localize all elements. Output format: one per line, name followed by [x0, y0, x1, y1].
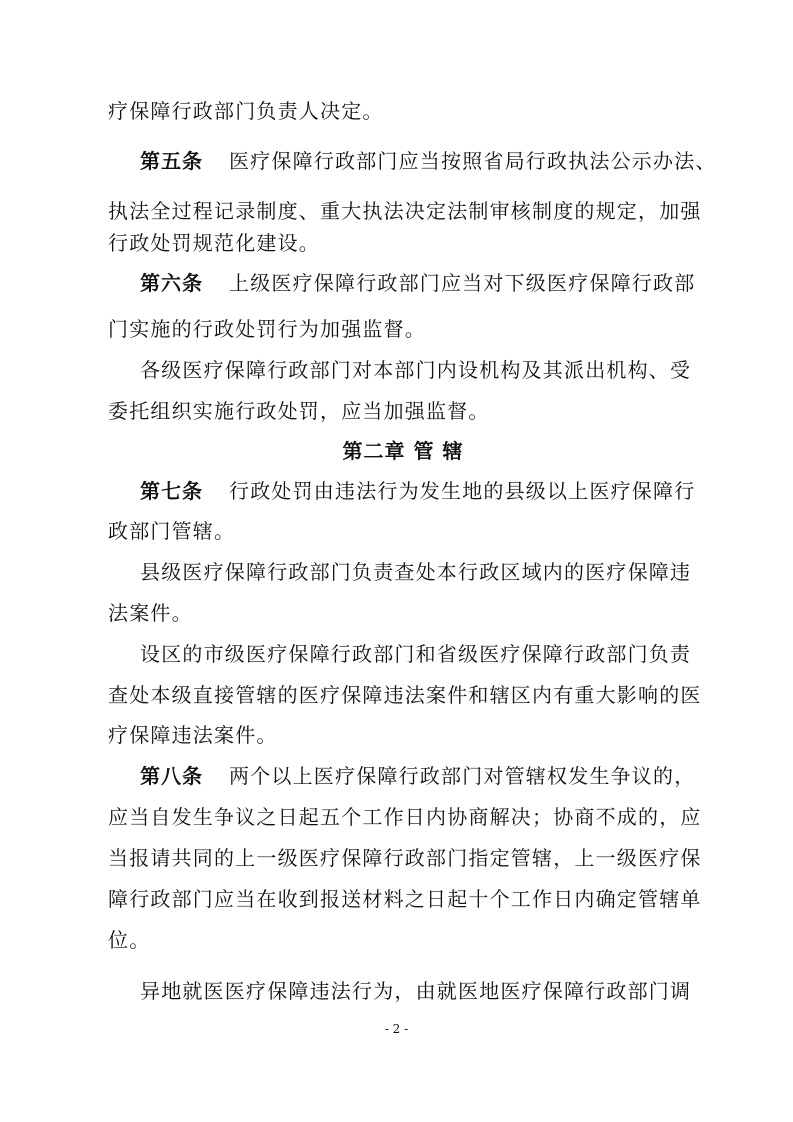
article-7-first-line [140, 476, 698, 506]
text-line: 障行政部门应当在收到报送材料之日起十个工作日内确定管辖单 [108, 887, 702, 911]
text-line: 当报请共同的上一级医疗保障行政部门指定管辖，上一级医疗保 [108, 846, 702, 870]
article-6-first-line [140, 268, 698, 298]
article-label: 第五条 [140, 149, 203, 173]
article-label: 第八条 [140, 764, 203, 788]
text-run: 行政处罚由违法行为发生地的县级以上医疗保障行 [229, 479, 696, 503]
text-line: 异地就医医疗保障违法行为，由就医地医疗保障行政部门调 [140, 979, 692, 1003]
text-line: 执法全过程记录制度、重大执法决定法制审核制度的规定，加强 [108, 199, 702, 223]
text-line: 位。 [108, 928, 151, 952]
text-line: 政部门管辖。 [108, 519, 236, 543]
text-line: 行政处罚规范化建设。 [108, 231, 320, 255]
text-line: 门实施的行政处罚行为加强监督。 [108, 317, 426, 341]
text-line: 委托组织实施行政处罚，应当加强监督。 [108, 399, 490, 423]
text-line: 设区的市级医疗保障行政部门和省级医疗保障行政部门负责 [140, 642, 692, 666]
text-line: 法案件。 [108, 601, 193, 625]
text-line: 疗保障行政部门负责人决定。 [108, 99, 384, 123]
article-label: 第六条 [140, 271, 203, 295]
article-8-first-line [140, 761, 698, 791]
text-line: 疗保障违法案件。 [108, 723, 278, 747]
page-number: - 2 - [384, 1022, 409, 1036]
text-line: 应当自发生争议之日起五个工作日内协商解决；协商不成的，应 [108, 805, 702, 829]
text-run: 医疗保障行政部门应当按照省局行政执法公示办法、 [229, 149, 717, 173]
text-line: 查处本级直接管辖的医疗保障违法案件和辖区内有重大影响的医 [108, 683, 702, 707]
text-run: 两个以上医疗保障行政部门对管辖权发生争议的， [229, 764, 696, 788]
text-line: 各级医疗保障行政部门对本部门内设机构及其派出机构、受 [140, 358, 692, 382]
text-run: 上级医疗保障行政部门应当对下级医疗保障行政部 [229, 271, 696, 295]
article-label: 第七条 [140, 479, 203, 503]
article-5-first-line [140, 146, 717, 176]
chapter-heading: 第二章 管 辖 [342, 439, 464, 463]
text-line: 县级医疗保障行政部门负责查处本行政区域内的医疗保障违 [140, 560, 692, 584]
